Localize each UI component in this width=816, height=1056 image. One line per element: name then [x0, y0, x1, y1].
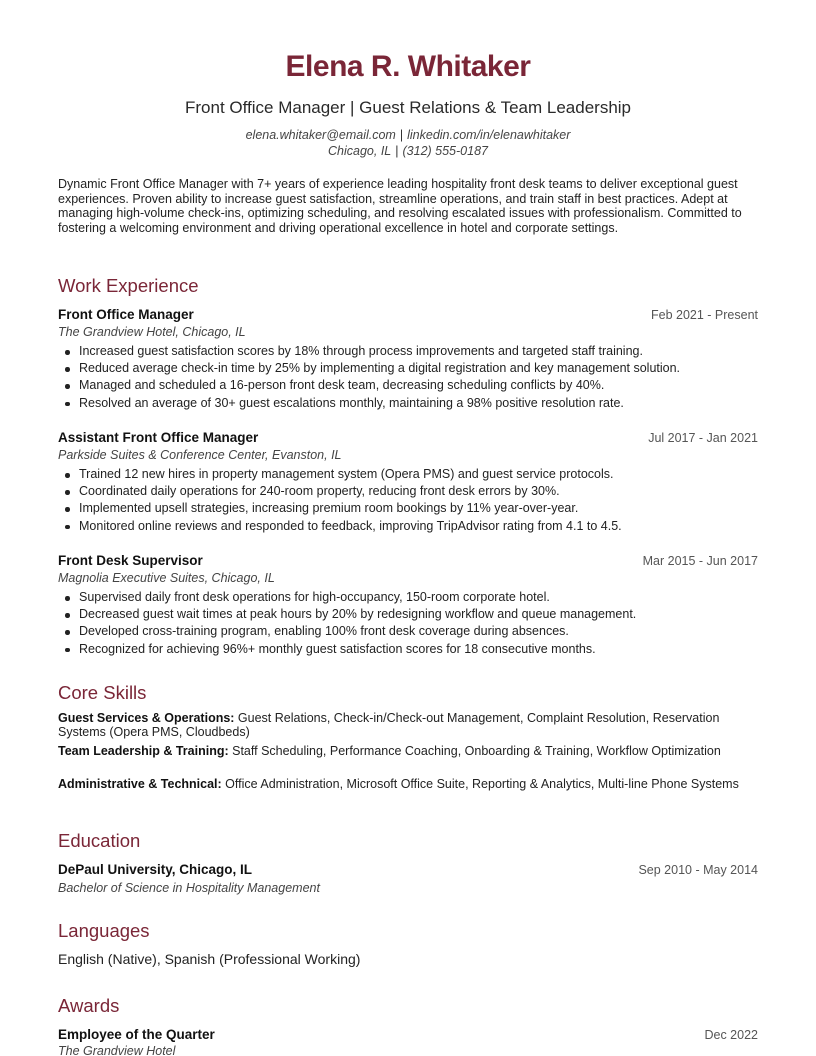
skill-group-items: Staff Scheduling, Performance Coaching, Onboarding & Training, Workflow Optimization [228, 744, 721, 758]
degree: Bachelor of Science in Hospitality Management [58, 881, 320, 895]
job-bullet-list [58, 343, 758, 412]
job-bullet: Increased guest satisfaction scores by 18% through process improvements and targeted staff training. [58, 343, 758, 360]
skill-group [58, 744, 758, 758]
skill-group-label: Team Leadership & Training: [58, 744, 229, 758]
skill-group-items: Guest Relations, Check-in/Check-out Management, Complaint Resolution, Reservation Systems (Opera PMS, Cloudbeds) [58, 711, 720, 739]
section-title-awards: Awards [58, 995, 120, 1016]
job-bullet: Recognized for achieving 96%+ monthly guest satisfaction scores for 18 consecutive months. [58, 641, 758, 658]
skill-group-label: Guest Services & Operations: [58, 711, 235, 725]
job-bullet: Decreased guest wait times at peak hours by 20% by redesigning workflow and queue management. [58, 606, 758, 623]
job-bullet: Supervised daily front desk operations for high-occupancy, 150-room corporate hotel. [58, 589, 758, 606]
job-dates: Feb 2021 - Present [650, 308, 758, 322]
phone-number: (312) 555-0187 [402, 144, 488, 158]
award-date: Dec 2022 [704, 1028, 758, 1042]
section-title-education: Education [58, 830, 141, 851]
job-dates: Jul 2017 - Jan 2021 [648, 431, 758, 445]
contact-separator: | [395, 144, 399, 158]
job-bullet: Managed and scheduled a 16-person front desk team, decreasing scheduling conflicts by 40%. [58, 377, 758, 394]
job-bullet-list [58, 589, 758, 658]
location: Chicago, IL [328, 144, 392, 158]
job-organization: The Grandview Hotel, Chicago, IL [58, 325, 246, 339]
job-bullet: Developed cross-training program, enabling 100% front desk coverage during absences. [58, 623, 758, 640]
contact-line-1 [58, 128, 758, 142]
job-title: Front Desk Supervisor [58, 553, 203, 568]
contact-line-2 [58, 144, 758, 158]
skill-group-items: Office Administration, Microsoft Office Suite, Reporting & Analytics, Multi-line Phone Systems [221, 777, 739, 791]
job-bullet: Reduced average check-in time by 25% by implementing a digital registration and key management solution. [58, 360, 758, 377]
headline: Front Office Manager | Guest Relations & Team Leadership [184, 98, 632, 117]
job-bullet: Coordinated daily operations for 240-room property, reducing front desk errors by 30%. [58, 483, 758, 500]
section-title-languages: Languages [58, 920, 150, 941]
job-bullet: Monitored online reviews and responded to feedback, improving TripAdvisor rating from 4.1 to 4.5. [58, 518, 758, 535]
languages-list: English (Native), Spanish (Professional Working) [58, 951, 361, 967]
contact-separator: | [399, 128, 404, 142]
summary-paragraph: Dynamic Front Office Manager with 7+ years of experience leading hospitality front desk teams to deliver exceptional guest experiences. Proven ability to increase guest satisfaction, streamline operations, and train staff in best practices. Adept at managing high-volume check-ins, optimizing scheduling, and resolving escalated issues with professionalism. Committed to fostering a welcoming environment and driving operational excellence in hotel and corporate settings. [58, 177, 742, 235]
skill-group [58, 777, 758, 791]
education-dates: Sep 2010 - May 2014 [638, 863, 758, 877]
email-link[interactable]: elena.whitaker@email.com [245, 128, 396, 142]
school-name: DePaul University, Chicago, IL [58, 862, 253, 877]
job-bullet: Resolved an average of 30+ guest escalations monthly, maintaining a 98% positive resolution rate. [58, 395, 758, 412]
job-title: Front Office Manager [58, 307, 194, 322]
award-organization: The Grandview Hotel [58, 1044, 176, 1056]
job-title: Assistant Front Office Manager [58, 430, 259, 445]
skill-group [58, 711, 758, 739]
award-title: Employee of the Quarter [58, 1027, 215, 1042]
section-title-skills: Core Skills [58, 682, 147, 703]
job-bullet: Implemented upsell strategies, increasing premium room bookings by 11% year-over-year. [58, 500, 758, 517]
candidate-name: Elena R. Whitaker [285, 50, 531, 83]
skill-group-label: Administrative & Technical: [58, 777, 222, 791]
job-organization: Parkside Suites & Conference Center, Evanston, IL [58, 448, 342, 462]
job-organization: Magnolia Executive Suites, Chicago, IL [58, 571, 275, 585]
section-title-experience: Work Experience [58, 275, 199, 296]
job-bullet: Trained 12 new hires in property management system (Opera PMS) and guest service protocols. [58, 466, 758, 483]
job-bullet-list [58, 466, 758, 535]
job-dates: Mar 2015 - Jun 2017 [642, 554, 758, 568]
linkedin-link[interactable]: linkedin.com/in/elenawhitaker [407, 128, 571, 142]
